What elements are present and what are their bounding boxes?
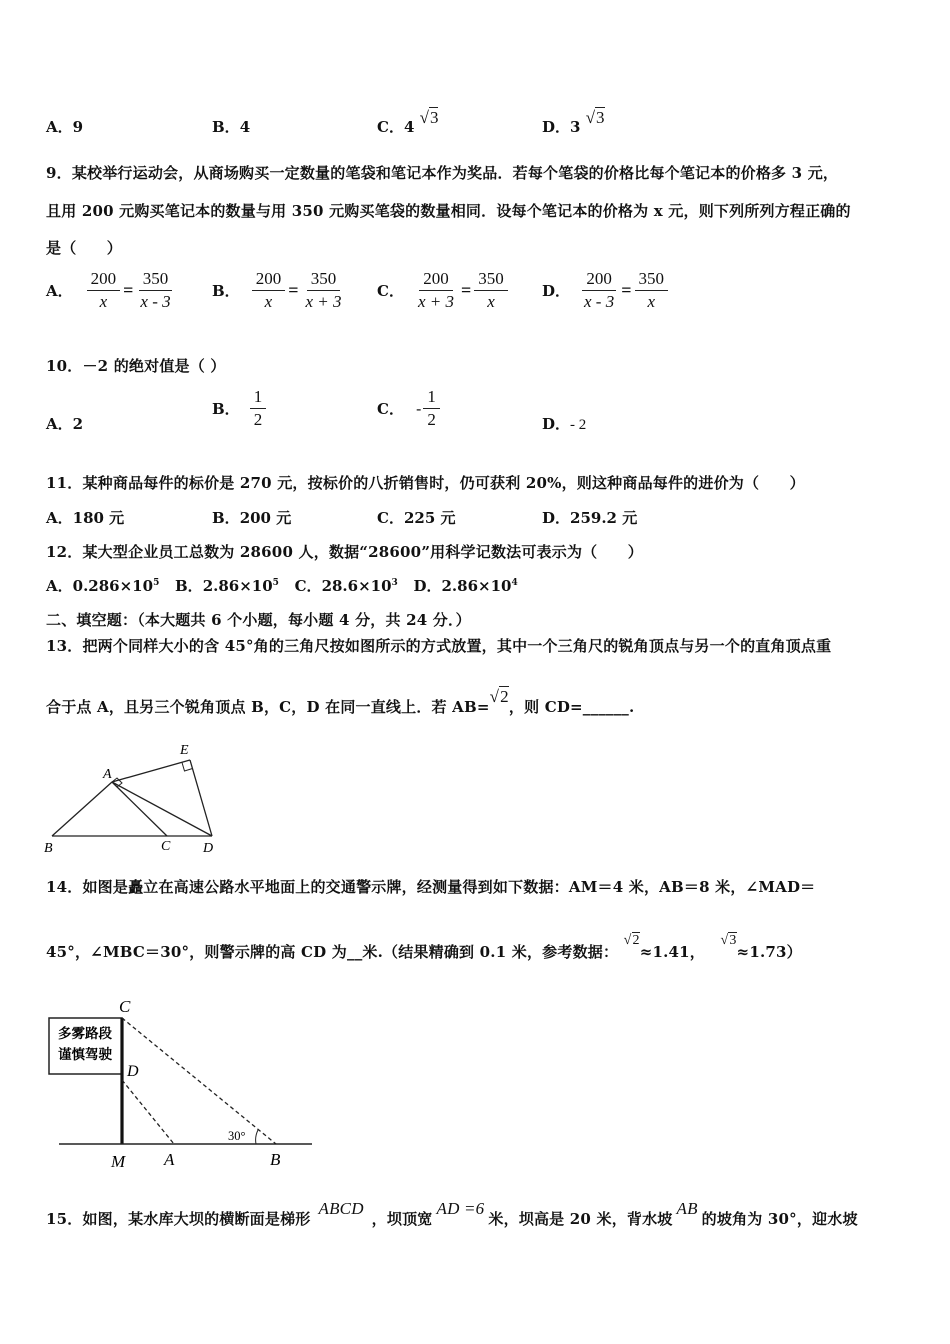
q9-option-d: D． $\frac{200}{x - 3}$ = $\frac{350}{x}$	[542, 268, 668, 313]
label-d: D	[127, 1063, 139, 1080]
q15-line-1: 15．如图，某水库大坝的横断面是梯形ABCD，坝顶宽AD =6米，坝高是 20 米，背水坡AB的坡角为 30°，迎水坡	[46, 1199, 858, 1228]
label-c: C	[161, 839, 171, 854]
label-d: D	[203, 841, 214, 856]
q14-sign-figure	[44, 992, 324, 1174]
q10-option-c: C． - $\frac{1}{2}$	[377, 386, 440, 431]
q12-option-b: B．$2.86\times 10^5$	[175, 577, 279, 595]
label-e: E	[180, 743, 189, 758]
label-a: A	[164, 1150, 175, 1169]
q10-stem: 10．－2 的绝对值是（ ）	[46, 357, 226, 375]
q13-line-1: 13．把两个同样大小的含 45°角的三角尺按如图所示的方式放置，其中一个三角尺的锐角顶点与另一个的直角顶点重	[46, 637, 832, 655]
q9-line-3: 是（ ）	[46, 239, 123, 257]
label-b: B	[270, 1150, 281, 1169]
q12-option-c: C．$28.6\times 10^3$	[294, 577, 398, 595]
sqrt-2: √2	[489, 687, 509, 706]
q8-option-a: A．9	[46, 118, 84, 136]
q12-options	[46, 575, 518, 596]
q11-option-d: D．259.2 元	[542, 509, 638, 527]
q12-option-d: D．$2.86\times 10^4$	[413, 577, 518, 595]
sign-text-1: 多雾路段	[58, 1026, 112, 1041]
q13-line-2: 合于点 A，且另三个锐角顶点 B，C，D 在同一直线上．若 AB=√2，则 CD=______.	[46, 687, 635, 716]
sqrt-3: √3	[585, 108, 605, 127]
q8-option-b: B．4	[212, 118, 251, 136]
label-b: B	[44, 841, 53, 856]
q9-option-c: C． $\frac{200}{x + 3}$ = $\frac{350}{x}$	[377, 268, 508, 313]
q12-option-a: A．$0.286\times 10^5$	[46, 577, 160, 595]
label-m: M	[111, 1152, 126, 1171]
q11-stem: 11．某种商品每件的标价是 270 元，按标价的八折销售时，仍可获利 20%，则这种商品每件的进价为（ ）	[46, 474, 805, 492]
q8-option-c: C．4 √3	[377, 108, 439, 136]
q12-stem: 12．某大型企业员工总数为 28600 人，数据“28600”用科学记数法可表示为（ ）	[46, 543, 643, 561]
q11-option-b: B．200 元	[212, 509, 292, 527]
angle-label: 30°	[228, 1129, 246, 1143]
q10-option-a: A．2	[46, 415, 84, 433]
q9-option-a: A． $\frac{200}{x}$ = $\frac{350}{x - 3}$	[46, 269, 171, 311]
section-heading-fill-in: 二、填空题：（本大题共 6 个小题，每小题 4 分，共 24 分．）	[46, 611, 471, 629]
q14-line-2: 45°，∠MBC＝30°，则警示牌的高 CD 为__米.（结果精确到 0.1 米，参考数据： √2≈1.41， √3≈1.73）	[46, 933, 802, 961]
sqrt-2: √2	[623, 933, 640, 948]
q8-option-d: D．3 √3	[542, 108, 605, 136]
q10-option-d: D．- 2	[542, 415, 587, 433]
q11-option-a: A．180 元	[46, 509, 125, 527]
q9-line-1: 9．某校举行运动会，从商场购买一定数量的笔袋和笔记本作为奖品．若每个笔袋的价格比每个笔记本的价格多 3 元，	[46, 164, 839, 182]
sqrt-3: √3	[419, 108, 439, 127]
q10-option-b: B． $\frac{1}{2}$	[212, 386, 266, 431]
sqrt-3: √3	[720, 933, 737, 948]
label-c: C	[119, 997, 131, 1016]
q9-option-b: B． $\frac{200}{x}$ = $\frac{350}{x + 3}$	[212, 269, 342, 311]
q14-line-1: 14．如图是矗立在高速公路水平地面上的交通警示牌，经测量得到如下数据：AM＝4 米，AB＝8 米，∠MAD＝	[46, 878, 816, 896]
q9-line-2: 且用 200 元购买笔记本的数量与用 350 元购买笔袋的数量相同．设每个笔记本的价格为 x 元，则下列所列方程正确的	[46, 202, 851, 220]
sign-text-2: 谨慎驾驶	[58, 1047, 112, 1062]
label-a: A	[103, 767, 112, 782]
q11-option-c: C．225 元	[377, 509, 456, 527]
q13-triangle-figure	[40, 738, 230, 858]
